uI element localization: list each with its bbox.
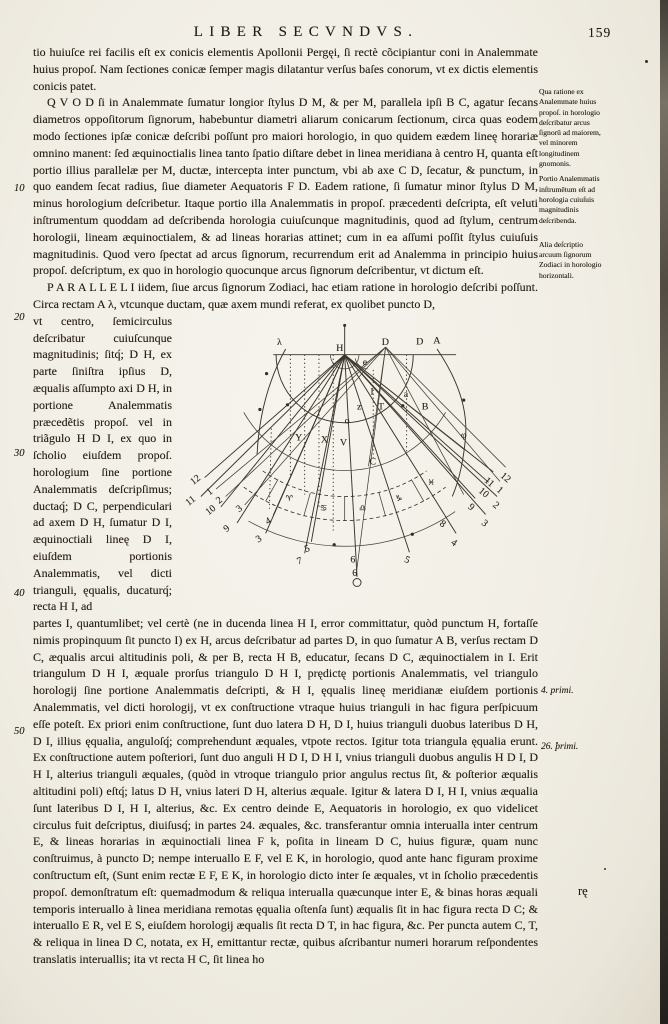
ink-speck <box>604 868 606 870</box>
hour-number: 11 <box>481 475 497 490</box>
hour-number: 5 <box>303 542 312 555</box>
zodiac-glyph: ♈ <box>285 493 293 503</box>
hour-number: 6 <box>350 554 356 566</box>
hour-number: 1 <box>204 485 216 498</box>
label-z: z <box>357 401 362 413</box>
hour-number: 4 <box>448 536 460 549</box>
page-number: 159 <box>588 25 612 40</box>
zodiac-glyph: ♑ <box>395 493 403 503</box>
hour-number: 7 <box>295 555 304 568</box>
hour-number: 3 <box>478 517 490 530</box>
label-D: D <box>381 337 390 348</box>
hour-numbers <box>184 470 513 578</box>
label-T: T <box>378 401 385 413</box>
label-phi: φ <box>460 429 467 441</box>
label-V: V <box>339 437 348 449</box>
margin-note-3: Alia deſcriptio arcuum ſignorum Zodiaci in horologio horizontali. <box>539 239 602 280</box>
hour-number: 9 <box>465 501 477 514</box>
line-number-40: 40 <box>14 588 25 599</box>
body-paragraph-3-wrap: vt centro, ſemicirculus deſcribatur cuiuſcunque magnitudinis; ſitq́; D H, ex parte ſiniſtra ipſius D, æqualis aſſumpto axi D H, in portione Analemmatis præcedẽtis propoſ. vel in triãgulo H D I, ex quo in ſcholio eiuſdem propoſ. horologium ſine portione Analemmatis deſcripſimus; ductaq́; D C, perpendiculari ad axem D H, ſumatur D I, æquinoctiali lineę D I, eiuſdem portionis Analemmatis, vel dicti trianguli, ęqualis, ducaturq́; recta H I, ad <box>33 313 172 614</box>
margin-note-1: Qua ratione ex Analemmate huius propoſ. in horologio deſcribatur arcus ſignorū ad maiorem, vel minorem longitudinem gnomonis. <box>539 87 601 169</box>
hour-number: 4 <box>263 515 274 528</box>
line-number-10: 10 <box>14 183 25 194</box>
zodiac-glyph: ♋ <box>319 503 328 513</box>
label-X: X <box>320 434 329 446</box>
label-lambda: λ <box>277 337 282 348</box>
hour-number: 11 <box>183 493 198 509</box>
label-A: A <box>433 335 441 347</box>
dotted-construction-lines <box>269 354 406 530</box>
ink-speck <box>645 60 648 63</box>
hour-number: 10 <box>476 485 491 501</box>
hour-number: 8 <box>437 517 448 530</box>
body-paragraph-4: partes I, quantumlibet; vel certè (ne in ducenda linea H I, error committatur, quòd punctum H, fortaſſe nimis propinquum ſit puncto I) ex H, arcus deſcribatur ad partes D, in quo ſumatur A B, verſus rectam D C, æqualis arcui altitudinis poli, & per B, recta H B, educatur, ſecans D C, æquinoctialem in I. Erit triangulum D H I, æquale prorſus triangulo D H I, prędictę portionis Analemmatis, vel triangulo horologij ſine portione Analemmatis deſcripti, & H I, ęqualis lineę meridianæ eiuſdem portionis Analemmatis, vel dicti horologij, vt ex conſtructione vtraque huius trianguli in hac figura perſpicuum eſſe poteſt. Ex priori enim conſtructione, ſunt duo latera D H, D I, huius trianguli duobus lateribus D H, D I, illius ęqualia, anguloſq́; comprehendunt æquales, vtpote rectos. Igitur tota triangula ęqualia erunt. Ex conſtructione autem poſteriori, ſunt duo anguli H D I, D H I, vnius trianguli duobus angulis H D I, D H I, alterius trianguli æquales, (quòd in vtroque triangulo prior angulus rectus ſit, & poſterior æqualis altitudini poli) eſtq́; latus D H, vnius lateri D H, alterius æquale. Igitur & latera D I, H I, vnius æqualia ſunt lateribus D I, H I, alterius, &c. Ex centro deinde E, Aequatoris in horologio, ex quo videlicet circulus fuit deſcriptus, diuiſusq́; in partes 24. æquales, &c. transferantur omnia interualla inter centrum E, & lineas horarias in æquinoctiali linea F k, poſita in lineam D C, huius figuræ, quam nunc conſtruimus, à puncto D; nempe interuallo E F, vel E K, in horologio, quod ante hanc figuram proxime conſtructum eſt, (Sunt enim rectæ E F, E K, in horologio dicto inter ſe æquales, vt in ſcholio præcedentis propoſ. demonſtratum eſt: quemadmodum & reliqua interualla quæcunque inter E, & binas horas æquali temporis interuallo à linea meridiana remotas ęqualia oſtenſa ſunt) æqualis ſit in hac figura recta D C; & interuallo E R, vel E S, eiuſdem horologij æqualis ſit recta D T, in hac figura, &c. Per puncta autem C, T, & reliqua in linea D C, notata, ex H, emittantur rectæ, quibus aſcribantur numeri horarum reſpondentes translatis interuallis; ita vt recta H C, ſit linea ho <box>33 616 538 967</box>
hour-number: 3 <box>234 502 245 515</box>
catchword: rę <box>578 884 588 898</box>
label-D2: D <box>416 336 424 348</box>
hour-number: 2 <box>490 499 502 512</box>
scan-gutter-edge <box>660 0 668 1024</box>
hour-number: 5 <box>402 554 412 567</box>
label-H: H <box>336 342 344 354</box>
hour-number: 9 <box>221 522 233 535</box>
hour-number: 12 <box>188 472 203 488</box>
sundial-diagram <box>178 315 538 591</box>
body-paragraph-3-intro: P A R A L L E L I iidem, ſiue arcus ſignorum Zodiaci, hac etiam ratione in horologio deſcribi poſſunt. Circa rectam A λ, vtcunque ductam, quæ axem mundi referat, ex quolibet puncto D, <box>33 280 538 311</box>
zodiac-glyph: ♓ <box>427 477 435 487</box>
sundial-diagram-svg <box>178 315 538 591</box>
label-B: B <box>421 401 429 413</box>
body-paragraph-1: tio huiuſce rei facilis eſt ex conicis elementis Apollonii Pergęi, ſi rectè cõcipiantur coni in Analemmate huius propoſ. Nam ſectiones conicæ ſemper magis dilatantur verſus baſes conorum, vt ex dictis elementis conicis patet. <box>33 45 538 93</box>
hour-number: 12 <box>497 470 513 486</box>
line-number-20: 20 <box>14 312 25 323</box>
margin-citation-4-primi: 4. primi. <box>541 686 574 696</box>
label-e: e <box>362 356 368 368</box>
main-text-block <box>33 44 538 968</box>
margin-notes-column <box>539 87 603 286</box>
line-number-30: 30 <box>14 448 25 459</box>
label-Y: Y <box>295 432 303 444</box>
line-number-50: 50 <box>14 726 25 737</box>
hour-number: 3 <box>253 533 264 546</box>
hour-number: 6 <box>352 567 358 579</box>
running-title: LIBER SECVNDVS. <box>193 24 419 40</box>
hour-number: 1 <box>494 484 506 497</box>
label-I: I <box>370 386 374 398</box>
label-o: o <box>344 415 350 427</box>
body-paragraph-2: Q V O D ſi in Analemmate ſumatur longior ſtylus D M, & per M, parallela ipſi B C, agatur ſecans diametros oppoſitorum ſignorum, habebuntur diametri aliarum conicarum ſectionum, circa quas eodem modo ſectiones ipſæ conicæ deſcribi poſſunt pro maiori horologio, in quo quidem eædem lineę horariæ omnino manent: ſed æquinoctialis linea tanto ſpatio diſtare debet in linea meridiana à centro H, quanta eſt portio illius parallelæ per M, ductæ, intercepta inter punctum, vbi ab axe C D, ſecatur, & punctum, in quo eandem ſecat radius, ſiue diameter Aequatoris F D. Eadem ratione, ſi ſumatur minor ſtylus D M, minus horologium deſcribetur. Itaque portio illa Analemmatis in propoſ. præcedenti deſcripta, eſt veluti inſtrumentum quoddam ad deſcribenda horologia cuiuſcunque magnitudinis, quod ad ſtylum, centrum horologii, lineam æquinoctialem, & ad lineas horarias attinet; cum in ea aſſumi poſſit ſtylus cuiuſuis magnitudinis. Quod vero ſpectat ad arcus ſignorum, recurrendum erit ad Analemma in principio huius propoſ. deſcriptum, ex quo in horologio quocunque arcus ſignorum deſcribentur, vt dictum eſt. <box>33 95 538 278</box>
hour-number: 2 <box>214 494 225 507</box>
zodiac-glyph: ♎ <box>358 503 367 513</box>
label-a: a <box>403 389 409 400</box>
margin-note-2: Portio Analemmatis inſtrumẽtum eſt ad horologia cuiuſuis magnitudinis deſcribenda. <box>539 174 600 225</box>
bottom-circle-mark <box>353 578 361 586</box>
hour-number: 10 <box>203 502 219 518</box>
label-C: C <box>369 456 377 468</box>
margin-citation-26-primi: 26. primi. <box>541 742 579 752</box>
